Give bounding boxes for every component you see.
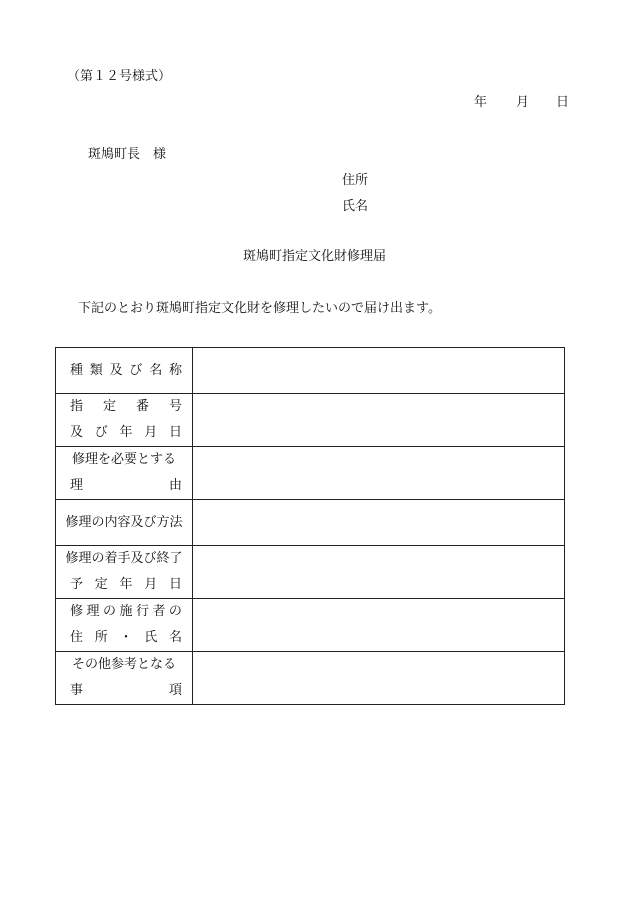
row-label-cell [56,348,193,394]
row-value-cell[interactable] [193,500,565,546]
row-label-char: 及 [70,425,84,440]
row-label-cell [56,652,193,705]
row-label-char: 日 [168,577,182,592]
name-label: 氏名 [342,199,369,214]
table-row [56,546,565,599]
row-label-line [56,572,192,598]
row-label-cell [56,447,193,500]
table-row [56,394,565,447]
row-label-char: 所 [94,630,108,645]
row-label-cell [56,599,193,652]
row-label-char: 種 [70,362,84,378]
row-label-char: 修理の内容及び方法 [65,514,183,530]
row-label-char: 月 [144,425,158,440]
date-day-label: 日 [556,95,570,110]
row-label-cell [56,546,193,599]
addressee: 斑鳩町長 様 [88,147,167,162]
address-label: 住所 [342,173,369,188]
row-label-char: 番 [135,399,149,414]
row-label-char: その他参考となる [71,657,176,672]
row-label-line [56,625,192,651]
row-label-char: 修理の着手及び終了 [65,551,183,566]
table-row [56,652,565,705]
row-label-char: 理 [86,604,100,619]
row-value-cell[interactable] [193,394,565,447]
table-row [56,599,565,652]
row-label-char: の [168,604,182,619]
row-label-char: 年 [119,577,133,592]
row-label-char: 住 [70,630,84,645]
date-month-label: 月 [516,95,530,110]
row-label-line [56,420,192,446]
row-label-char: 指 [70,399,84,414]
row-label-line [56,678,192,704]
date-year-label: 年 [474,95,488,110]
row-label-char: 予 [70,577,84,592]
row-label-char: 由 [168,478,182,493]
row-label-char: 理 [70,478,84,493]
row-label-char: 日 [168,425,182,440]
row-label-line [56,510,192,536]
row-label-char: 年 [119,425,133,440]
document-title: 斑鳩町指定文化財修理届 [243,249,387,264]
row-label-line [56,447,192,473]
form-table [55,347,565,705]
row-label-char: 月 [144,577,158,592]
row-label-line [56,652,192,678]
body-text: 下記のとおり斑鳩町指定文化財を修理したいので届け出ます。 [78,301,441,316]
row-label-char: 修理を必要とする [71,452,176,467]
row-label-char: 類 [89,362,103,378]
row-label-char: 氏 [144,630,158,645]
row-label-char: 号 [168,399,182,414]
row-label-char: 定 [102,399,116,414]
row-label-char: 称 [168,362,182,378]
row-label-char: び [129,362,143,378]
row-label-cell [56,394,193,447]
row-label-char: 名 [149,362,163,378]
row-label-line [56,546,192,572]
row-value-cell[interactable] [193,546,565,599]
table-row [56,500,565,546]
row-label-char: 名 [168,630,182,645]
row-label-char: ・ [119,630,133,645]
form-number: （第１２号様式） [67,69,172,84]
row-label-char: び [94,425,108,440]
row-label-char: 施 [119,604,133,619]
row-value-cell[interactable] [193,652,565,705]
row-label-line [56,358,192,384]
table-row [56,348,565,394]
row-label-char: の [102,604,116,619]
row-value-cell[interactable] [193,447,565,500]
row-label-line [56,473,192,499]
row-label-char: 項 [168,683,182,698]
row-label-char: 定 [94,577,108,592]
row-label-line [56,394,192,420]
table-row [56,447,565,500]
row-label-char: 者 [152,604,166,619]
row-label-char: 及 [109,362,123,378]
row-label-cell [56,500,193,546]
row-label-char: 事 [70,683,84,698]
row-value-cell[interactable] [193,348,565,394]
row-label-char: 修 [70,604,84,619]
row-label-char: 行 [135,604,149,619]
row-label-line [56,599,192,625]
row-value-cell[interactable] [193,599,565,652]
